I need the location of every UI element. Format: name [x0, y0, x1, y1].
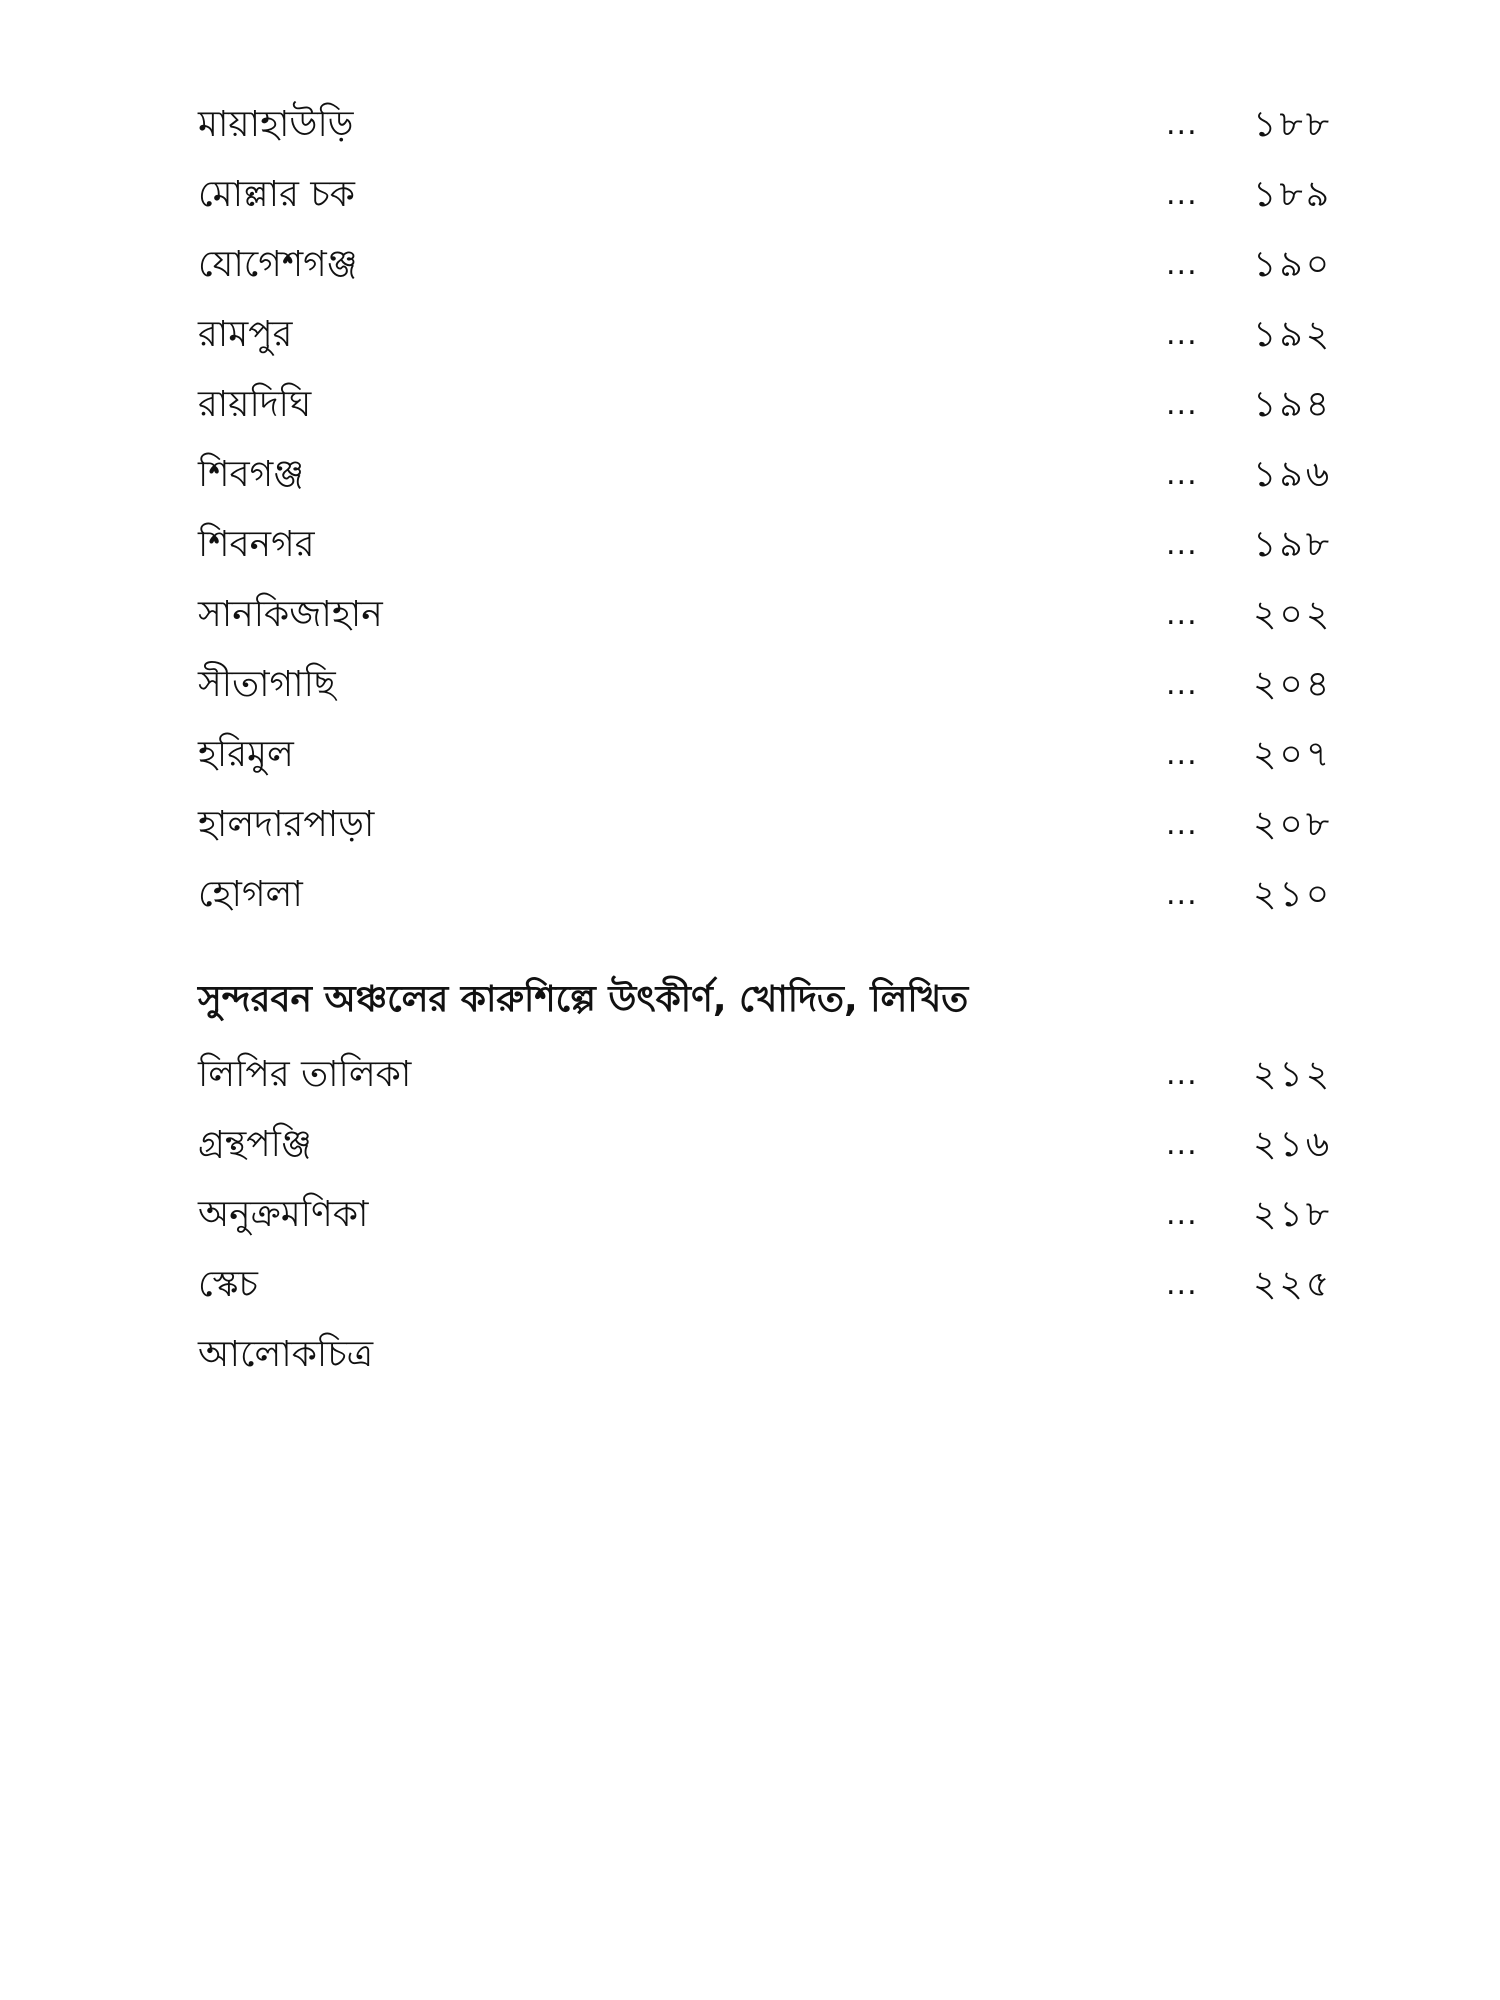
toc-page-number: ১৮৯	[1253, 174, 1333, 215]
toc-entry-title: শিবগঞ্জ	[198, 454, 304, 495]
toc-page-number: ২১৮	[1253, 1194, 1333, 1235]
toc-page-number: ১৮৮	[1253, 104, 1333, 145]
toc-entry	[198, 1185, 1338, 1245]
toc-entry	[198, 655, 1338, 715]
toc-leader-dots: ...	[1166, 597, 1198, 632]
toc-entry	[198, 165, 1338, 225]
toc-page-number: ২২৫	[1253, 1264, 1333, 1305]
toc-leader-dots: ...	[1166, 527, 1198, 562]
toc-page-number: ২০২	[1253, 594, 1333, 635]
toc-entry-title: মায়াহাউড়ি	[198, 104, 354, 145]
toc-entry-title: হালদারপাড়া	[198, 804, 375, 845]
toc-entry	[198, 795, 1338, 855]
toc-entry-title: আলোকচিত্র	[198, 1334, 374, 1375]
toc-entry-title: গ্রন্থপঞ্জি	[198, 1124, 312, 1165]
toc-leader-dots: ...	[1166, 247, 1198, 282]
toc-leader-dots: ...	[1166, 107, 1198, 142]
toc-entry	[198, 1255, 1338, 1315]
toc-entry	[198, 305, 1338, 365]
toc-entry-title: যোগেশগঞ্জ	[198, 244, 358, 285]
toc-page-number: ২০৭	[1253, 734, 1333, 775]
toc-leader-dots: ...	[1166, 317, 1198, 352]
toc-page-number: ২০৪	[1253, 664, 1333, 705]
toc-entry-title: মোল্লার চক	[198, 174, 355, 215]
toc-entry	[198, 515, 1338, 575]
toc-entry-title: স্কেচ	[198, 1264, 258, 1305]
toc-entry-title: শিবনগর	[198, 524, 315, 565]
toc-entry-title: রামপুর	[198, 314, 293, 355]
toc-leader-dots: ...	[1166, 877, 1198, 912]
toc-entry-title: অনুক্রমণিকা	[198, 1194, 369, 1235]
toc-leader-dots: ...	[1166, 667, 1198, 702]
toc-leader-dots: ...	[1166, 177, 1198, 212]
toc-leader-dots: ...	[1166, 457, 1198, 492]
toc-entry	[198, 235, 1338, 295]
toc-entry	[198, 445, 1338, 505]
toc-entry	[198, 865, 1338, 925]
toc-page-number: ১৯৪	[1253, 384, 1333, 425]
toc-leader-dots: ...	[1166, 1197, 1198, 1232]
toc-entry-title: সীতাগাছি	[198, 664, 336, 705]
toc-page-number: ১৯৮	[1253, 524, 1333, 565]
toc-leader-dots: ...	[1166, 387, 1198, 422]
section-heading: সুন্দরবন অঞ্চলের কারুশিল্পে উৎকীর্ণ, খোদিত, লিখিত	[198, 979, 969, 1020]
toc-entry	[198, 725, 1338, 785]
toc-page-number: ২১২	[1253, 1054, 1333, 1095]
toc-entry-title: হোগলা	[198, 874, 303, 915]
toc-entry	[198, 375, 1338, 435]
toc-leader-dots: ...	[1166, 1267, 1198, 1302]
toc-entry-title: রায়দিঘি	[198, 384, 312, 425]
toc-entry	[198, 1115, 1338, 1175]
toc-page-number: ১৯৬	[1253, 454, 1333, 495]
toc-page-number: ১৯০	[1253, 244, 1333, 285]
toc-leader-dots: ...	[1166, 1127, 1198, 1162]
toc-entry	[198, 1325, 1338, 1385]
toc-entry-title: লিপির তালিকা	[198, 1054, 412, 1095]
toc-entry	[198, 585, 1338, 645]
toc-page-number: ২১৬	[1253, 1124, 1333, 1165]
toc-entry	[198, 95, 1338, 155]
toc-leader-dots: ...	[1166, 1057, 1198, 1092]
toc-leader-dots: ...	[1166, 737, 1198, 772]
toc-entry-title: হরিমুল	[198, 734, 294, 775]
toc-page-number: ২১০	[1253, 874, 1333, 915]
toc-entry-title: সানকিজাহান	[198, 594, 383, 635]
toc-leader-dots: ...	[1166, 807, 1198, 842]
toc-entry	[198, 1045, 1338, 1105]
toc-page-number: ২০৮	[1253, 804, 1333, 845]
toc-page-number: ১৯২	[1253, 314, 1333, 355]
